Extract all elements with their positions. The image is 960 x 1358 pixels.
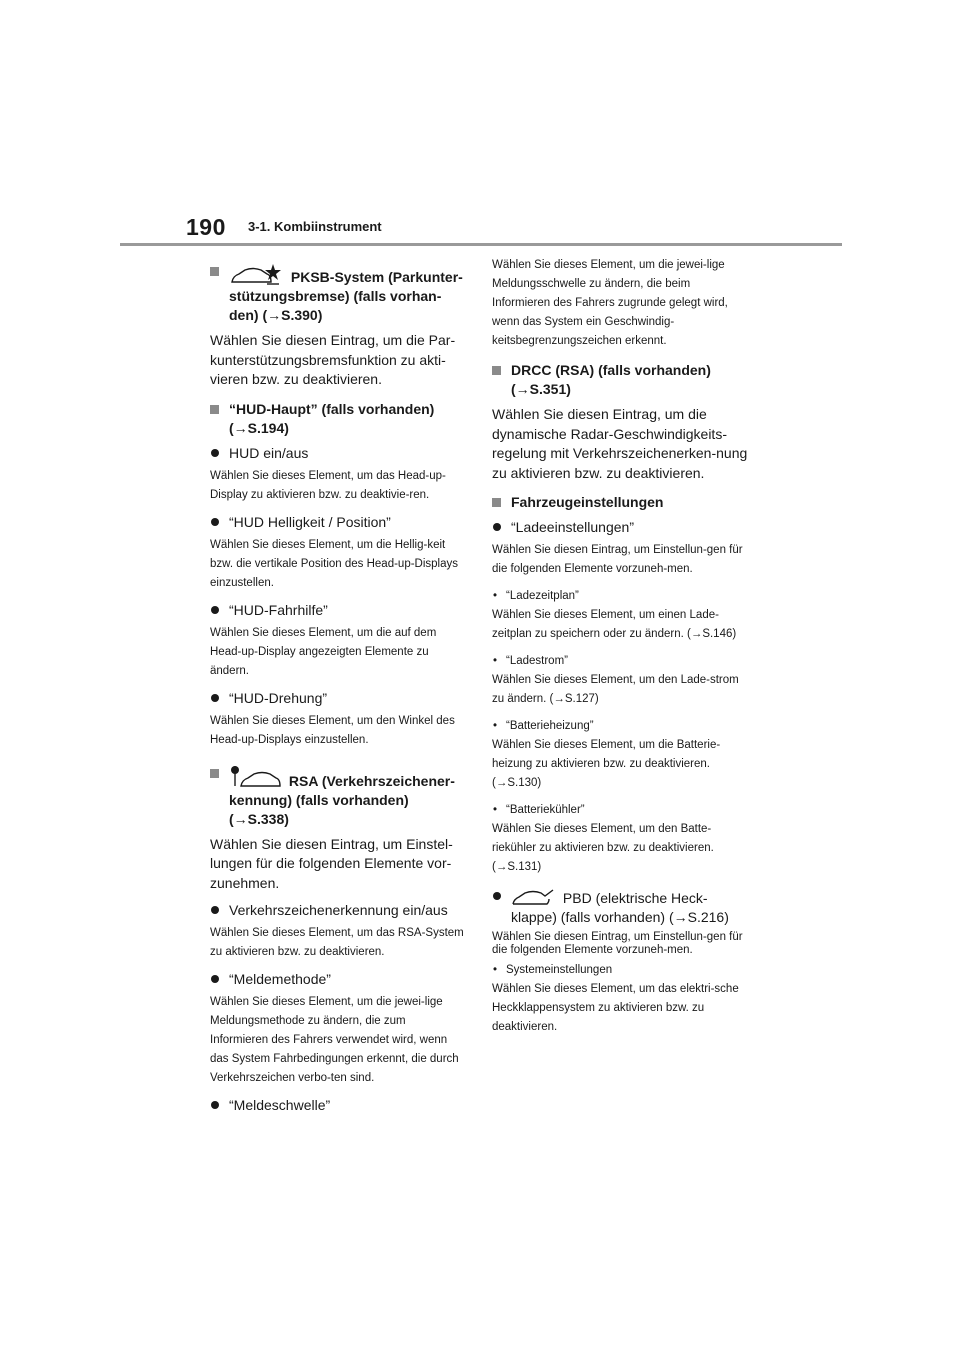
item-label: “HUD Helligkeit / Position”: [229, 513, 391, 530]
list-item: [210, 689, 466, 708]
item-desc: Wählen Sie dieses Element, um die auf dem Head-up-Display angezeigten Elemente zu ändern.: [210, 626, 437, 677]
list-item: [210, 901, 466, 920]
pksb-heading: [210, 262, 466, 325]
sub-desc: Wählen Sie dieses Element, um den Batte-riekühler zu aktivieren bzw. zu deaktivieren. (→S.131): [492, 823, 714, 873]
sub-item: [492, 587, 748, 606]
header-rule: [120, 243, 842, 246]
sub-item: [492, 652, 748, 671]
square-bullet-icon: [492, 498, 501, 507]
list-item: [210, 601, 466, 620]
list-item: [210, 970, 466, 989]
item-label: HUD ein/aus: [229, 444, 309, 461]
bullet-dot-icon: [211, 975, 219, 983]
sub-label: “Batterieheizung”: [506, 720, 594, 732]
square-bullet-icon: [492, 366, 501, 375]
sub-item: [492, 801, 748, 820]
item-label: “Meldeschwelle”: [229, 1097, 331, 1113]
item-desc: Wählen Sie dieses Element, um die jewei-lige Meldungsmethode zu ändern, die zum Informieren des Fahrers verwendet wird, wenn das System Fahrbedingungen erkennt, die durch Verkehrszeichen verbo-ten sind.: [210, 996, 459, 1084]
page-number: 190: [186, 214, 226, 240]
sub-bullet-icon: •: [493, 590, 498, 602]
bullet-dot-icon: [211, 694, 219, 702]
sub-desc: Wählen Sie dieses Element, um die Batterie-heizung zu aktivieren bzw. zu deaktivieren. (→S.130): [492, 739, 721, 789]
item-desc: Wählen Sie dieses Element, um das RSA-System zu aktivieren bzw. zu deaktivieren.: [210, 927, 464, 958]
item-label: “HUD-Drehung”: [229, 689, 328, 706]
traffic-sign-car-icon: [229, 764, 281, 790]
rsa-title: RSA (Verkehrszeichener-kennung) (falls vorhanden) (→S.338): [229, 772, 455, 827]
sub-bullet-icon: •: [493, 964, 498, 976]
item-desc: Wählen Sie diesen Eintrag, um Einstellun-gen für die folgenden Elemente vorzuneh-men.: [492, 544, 743, 575]
bullet-dot-icon: [211, 518, 219, 526]
sub-bullet-icon: •: [493, 720, 498, 732]
rsa-body: Wählen Sie diesen Eintrag, um Einstel-lungen für die folgenden Elemente vor-zunehmen.: [210, 835, 453, 891]
list-item: [210, 444, 466, 463]
item-label: “HUD-Fahrhilfe”: [229, 601, 328, 618]
sub-bullet-icon: •: [493, 655, 498, 667]
sub-desc: Wählen Sie dieses Element, um das elektri-sche Heckklappensystem zu aktivieren bzw. zu deaktivieren.: [492, 983, 739, 1033]
drcc-body: Wählen Sie diesen Eintrag, um die dynamische Radar-Geschwindigkeits-regelung mit Verkehrszeichenerken-nung zu aktivieren bzw. zu deaktivieren.: [492, 406, 748, 481]
hud-heading: [210, 400, 466, 438]
sub-desc: Wählen Sie dieses Element, um den Lade-strom zu ändern. (→S.127): [492, 674, 739, 705]
list-item: [210, 513, 466, 532]
square-bullet-icon: [210, 267, 219, 276]
hud-title: “HUD-Haupt” (falls vorhanden) (→S.194): [229, 400, 435, 436]
sub-bullet-icon: •: [493, 804, 498, 816]
right-column: [492, 256, 748, 1045]
item-label: “Ladeeinstellungen”: [511, 519, 634, 535]
square-bullet-icon: [210, 405, 219, 414]
list-item: [492, 887, 748, 927]
fahrzeug-title: Fahrzeugeinstellungen: [511, 494, 664, 510]
pksb-title: PKSB-System (Parkunter-stützungsbremse) (falls vorhan-den) (→S.390): [229, 269, 463, 323]
item-label: PBD (elektrische Heck-klappe) (falls vorhanden) (→S.216): [511, 890, 729, 925]
sub-label: “Batteriekühler”: [506, 804, 585, 816]
item-label: Verkehrszeichenerkennung ein/aus: [229, 902, 448, 918]
sub-label: Systemeinstellungen: [506, 964, 613, 976]
item-desc: Wählen Sie dieses Element, um die Hellig-keit bzw. die vertikale Position des Head-up-Displays einzustellen.: [210, 538, 459, 589]
sub-item: [492, 717, 748, 736]
rsa-heading: [210, 764, 466, 829]
sub-desc: Wählen Sie dieses Element, um einen Lade-zeitplan zu speichern oder zu ändern. (→S.146): [492, 609, 737, 640]
left-column: [210, 256, 466, 1119]
bullet-dot-icon: [211, 606, 219, 614]
bullet-dot-icon: [493, 523, 501, 531]
section-title: 3-1. Kombiinstrument: [248, 219, 382, 234]
list-item: [492, 518, 748, 537]
fahrzeug-heading: [492, 493, 748, 512]
item-desc: Wählen Sie dieses Element, um das Head-up-Display zu aktivieren bzw. zu deaktivie-ren.: [210, 469, 446, 501]
drcc-heading: [492, 361, 748, 399]
item-desc: Wählen Sie dieses Element, um den Winkel des Head-up-Displays einzustellen.: [210, 714, 455, 746]
bullet-dot-icon: [211, 449, 219, 457]
item-desc: Wählen Sie diesen Eintrag, um Einstellun-gen für die folgenden Elemente vorzuneh-men.: [492, 931, 743, 956]
list-item: [210, 1096, 466, 1115]
bullet-dot-icon: [211, 1101, 219, 1109]
parking-brake-car-icon: [229, 262, 283, 286]
item-label: “Meldemethode”: [229, 971, 331, 987]
sub-label: “Ladestrom”: [506, 655, 568, 667]
tailgate-car-icon: [511, 887, 555, 907]
sub-item: [492, 961, 748, 980]
drcc-title: DRCC (RSA) (falls vorhanden) (→S.351): [511, 362, 711, 397]
pksb-body: Wählen Sie diesen Eintrag, um die Par-kunterstützungsbremsfunktion zu akti-vieren bzw. zu deaktivieren.: [210, 332, 456, 387]
bullet-dot-icon: [211, 906, 219, 914]
sub-label: “Ladezeitplan”: [506, 590, 579, 602]
bullet-dot-icon: [493, 892, 501, 900]
square-bullet-icon: [210, 769, 219, 778]
meldeschwelle-desc: Wählen Sie dieses Element, um die jewei-lige Meldungsschwelle zu ändern, die beim Informieren des Fahrers zugrunde gelegt wird, wenn das System ein Geschwindig-keitsbegrenzungszeichen erkennt.: [492, 259, 728, 347]
